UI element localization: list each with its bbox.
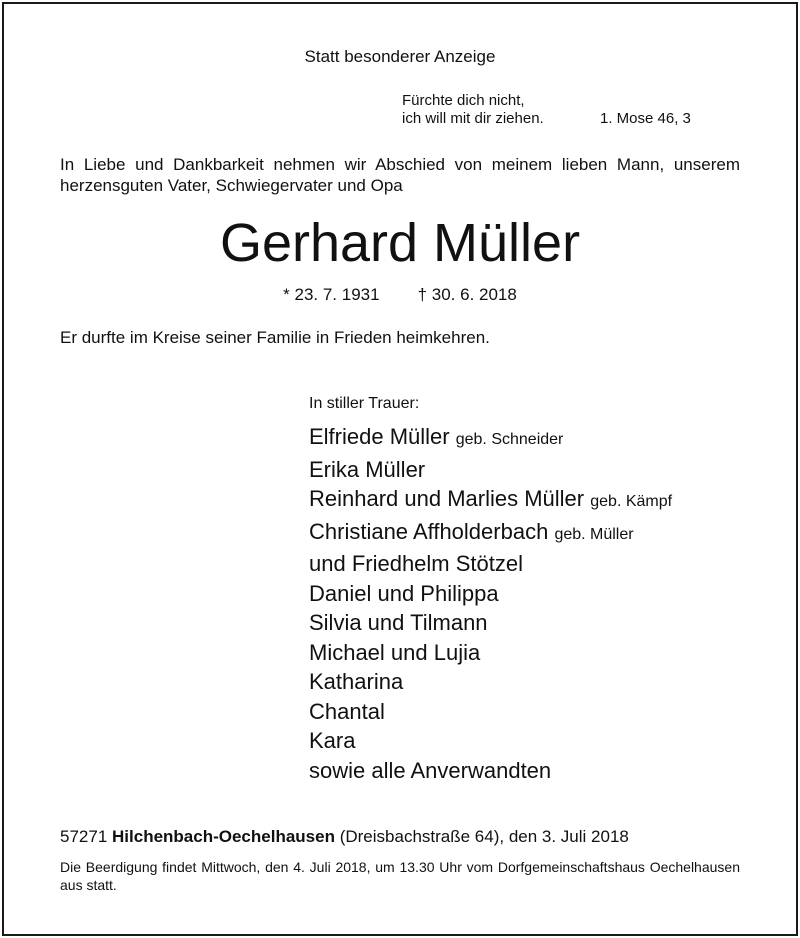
header-note: Statt besonderer Anzeige: [304, 47, 496, 66]
life-dates: [0, 285, 800, 305]
mourner-row: [309, 756, 672, 786]
mourner-row: [309, 697, 672, 727]
mourner-name: sowie alle Anverwandten: [309, 757, 552, 783]
mourner-row: [309, 579, 672, 609]
birth-date: * 23. 7. 1931: [283, 285, 380, 304]
address-date: (Dreisbachstraße 64), den 3. Juli 2018: [339, 827, 629, 846]
mourner-name: Reinhard und Marlies Müller: [309, 486, 585, 511]
mourner-row: [309, 608, 672, 638]
town-name: Hilchenbach-Oechelhausen: [112, 827, 335, 846]
funeral-note: Die Beerdigung findet Mittwoch, den 4. Juli 2018, um 13.30 Uhr vom Dorfgemeinschaftshaus Oechelhausen aus statt.: [60, 859, 740, 893]
mourner-name: Erika Müller: [309, 456, 426, 482]
maiden-name: geb. Müller: [554, 525, 634, 543]
mourner-row: [309, 726, 672, 756]
mourner-name: Daniel und Philippa: [309, 580, 499, 606]
mourner-name: Kara: [309, 728, 356, 753]
place-date-line: [60, 827, 629, 847]
mourner-row: [309, 638, 672, 668]
mourning-label: In stiller Trauer:: [309, 395, 420, 412]
intro-text: In Liebe und Dankbarkeit nehmen wir Abschied von meinem lieben Mann, unserem herzensguten Vater, Schwiegervater und Opa: [60, 155, 740, 195]
motto-line-2: ich will mit dir ziehen.: [402, 110, 544, 127]
peace-line: Er durfte im Kreise seiner Familie in Frieden heimkehren.: [60, 328, 490, 347]
mourner-name: Katharina: [309, 669, 404, 694]
death-date: † 30. 6. 2018: [417, 285, 517, 304]
motto-line-1: Fürchte dich nicht,: [402, 92, 525, 109]
deceased-name: Gerhard Müller: [219, 213, 581, 273]
mourner-row: [309, 484, 672, 517]
mourner-name: Elfriede Müller: [309, 424, 450, 449]
mourner-name: Chantal: [309, 698, 385, 724]
mourner-row: [309, 455, 672, 485]
maiden-name: geb. Kämpf: [590, 493, 673, 510]
mourner-row: [309, 422, 672, 455]
mourner-row: [309, 517, 672, 550]
mourner-name: Silvia und Tilmann: [309, 610, 488, 635]
maiden-name: geb. Schneider: [455, 431, 564, 448]
mourner-row: [309, 549, 672, 579]
motto-verse: [402, 92, 544, 128]
mourner-name: Christiane Affholderbach: [309, 518, 549, 544]
mourner-row: [309, 667, 672, 697]
postal-code: 57271: [60, 827, 108, 846]
mourner-name: und Friedhelm Stötzel: [309, 551, 523, 576]
mourners-list: [309, 422, 672, 785]
mourner-name: Michael und Lujia: [309, 639, 481, 665]
motto-reference: 1. Mose 46, 3: [600, 110, 691, 127]
